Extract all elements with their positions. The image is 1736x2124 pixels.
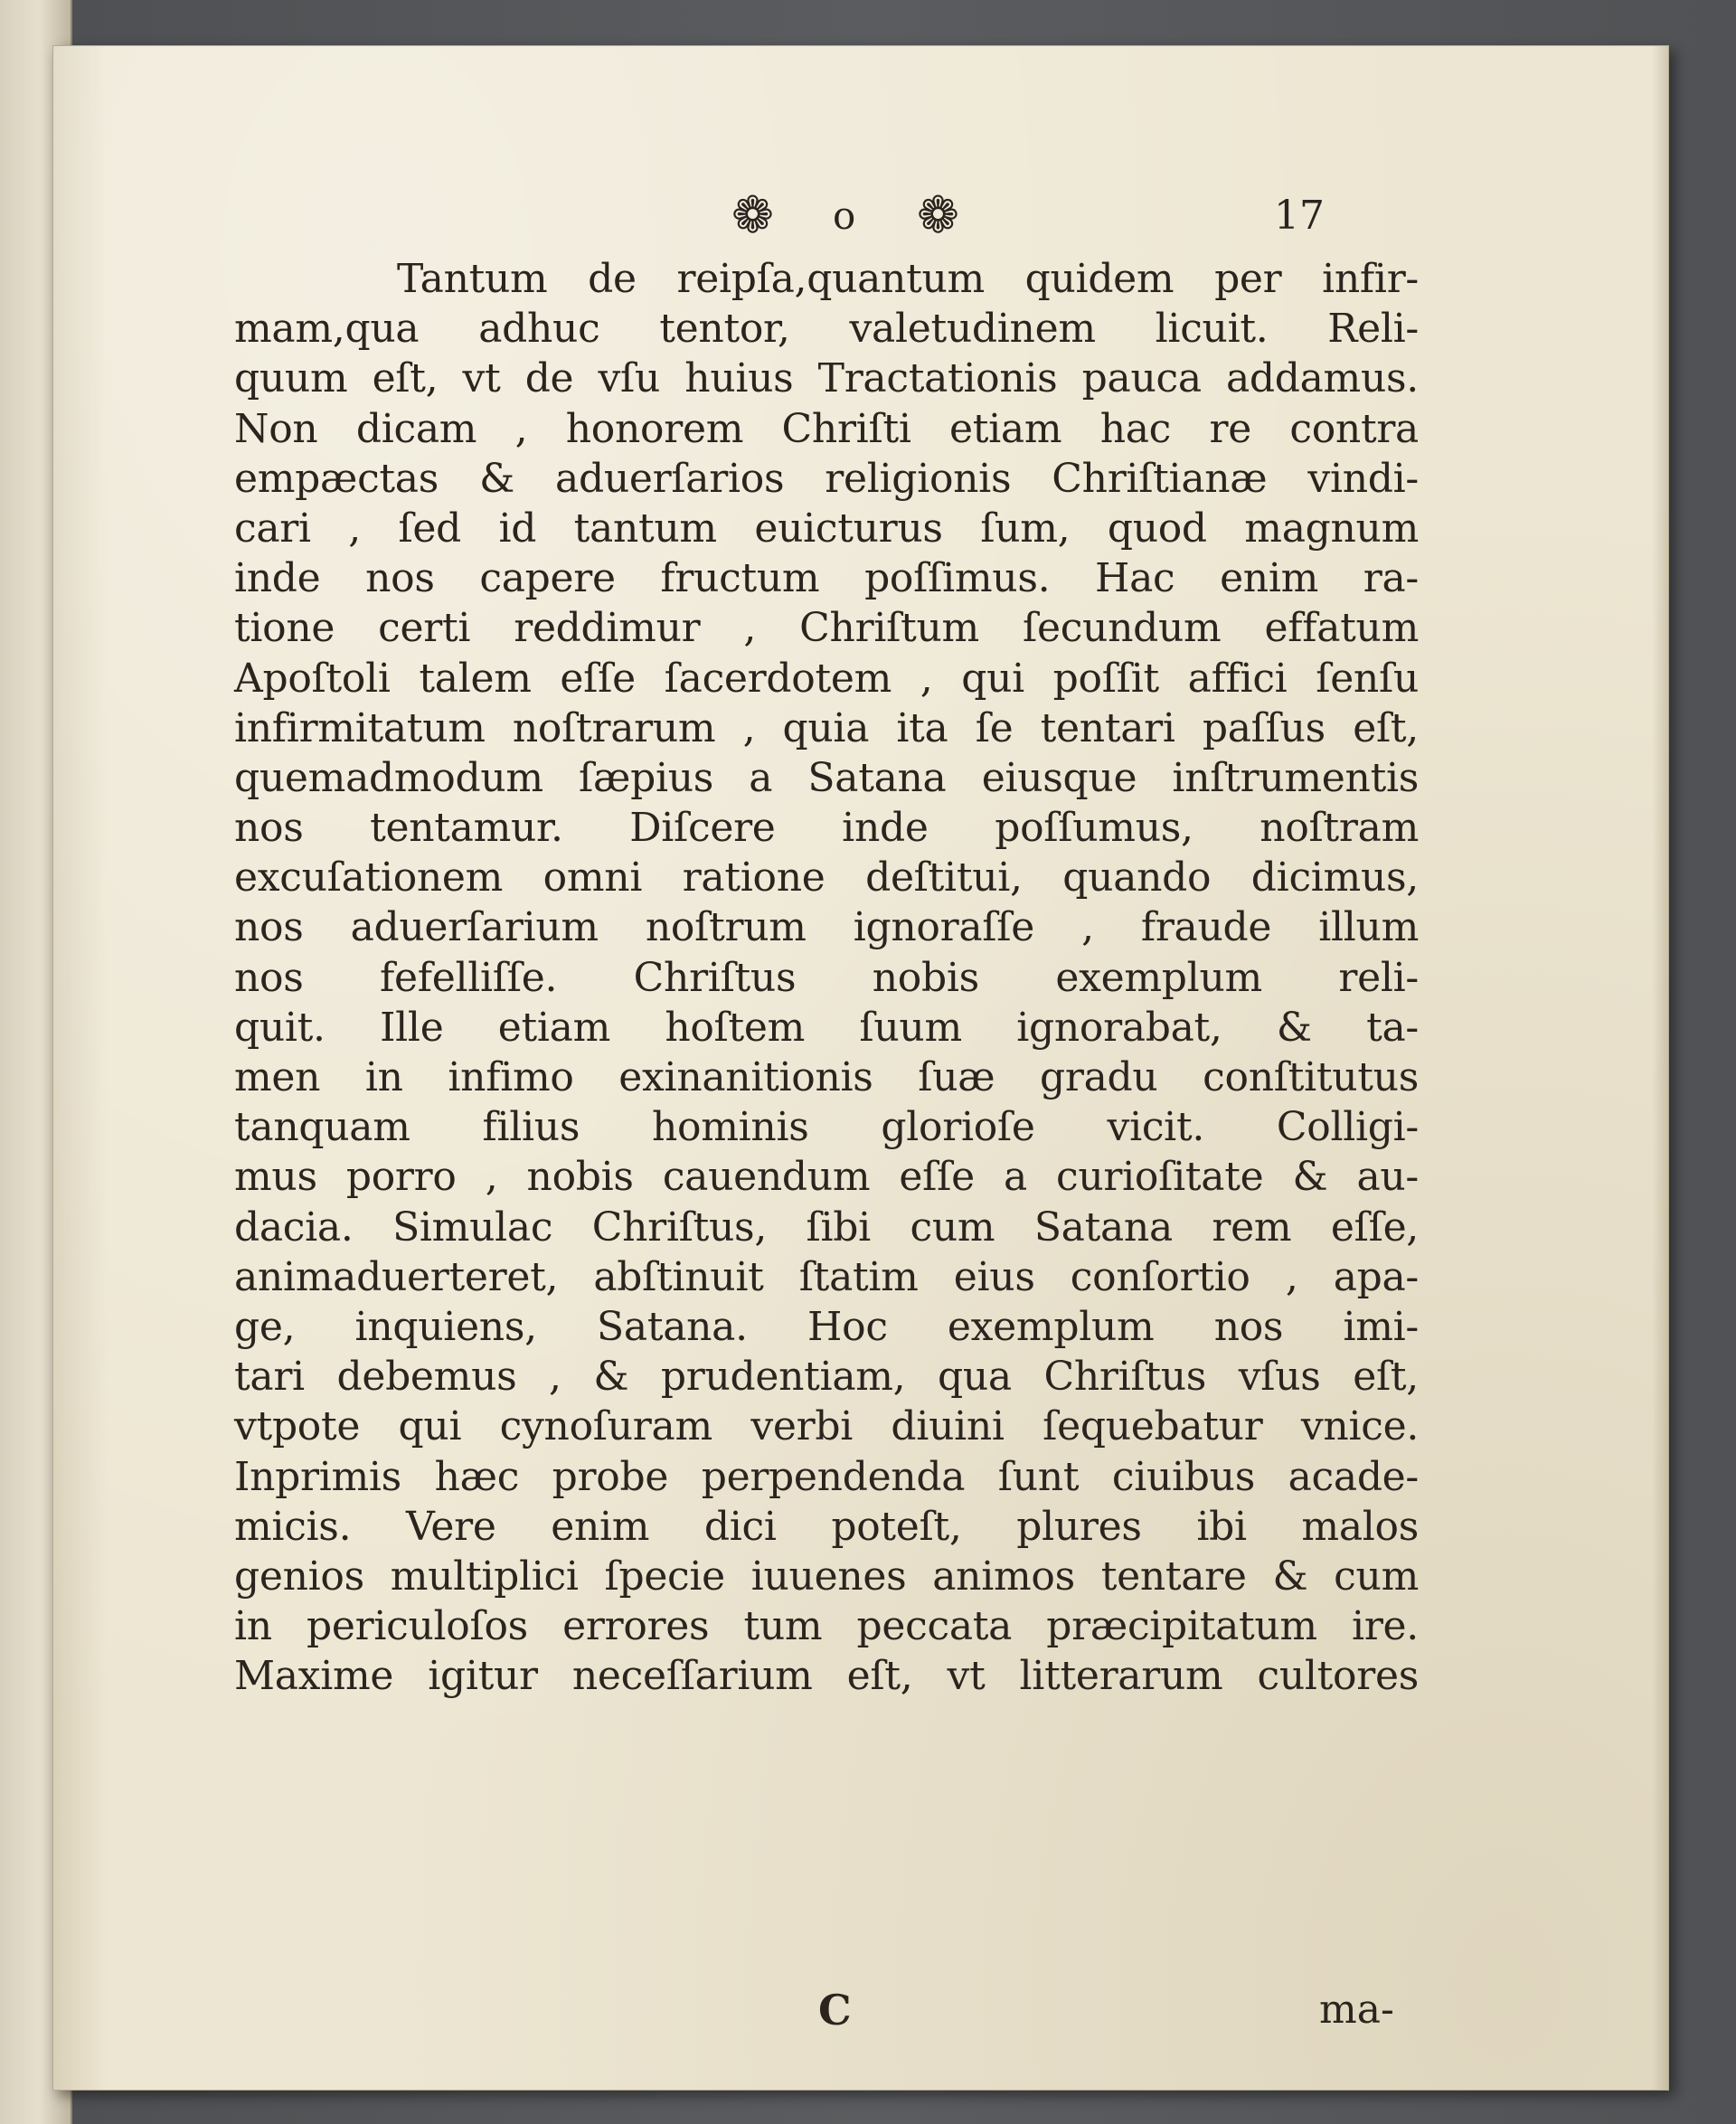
text-line: vtpote qui cynoſuram verbi diuini ſequebatur vnice.: [234, 1403, 1419, 1450]
text-line: dacia. Simulac Chriſtus, ſibi cum Satana rem eſſe,: [234, 1204, 1419, 1251]
running-header: [53, 180, 1668, 252]
page-number: 17: [1274, 193, 1325, 239]
page-edge-shadow: [1652, 46, 1668, 2090]
text-line: excuſationem omni ratione deſtitui, quando dicimus,: [234, 854, 1419, 902]
text-line: tari debemus , & prudentiam, qua Chriſtus vſus eſt,: [234, 1354, 1419, 1401]
header-center-mark: o: [833, 194, 856, 238]
flower-ornament-right-icon: ❁: [917, 186, 959, 245]
text-line: men in infimo exinanitionis ſuæ gradu conſtitutus: [234, 1054, 1419, 1100]
text-line: Tantum de reipſa,quantum quidem per infir-: [397, 256, 1419, 302]
text-line: mus porro , nobis cauendum eſſe a curioſitate & au-: [234, 1154, 1419, 1201]
text-line: ge, inquiens, Satana. Hoc exemplum nos imi-: [234, 1303, 1419, 1350]
text-line: genios multiplici ſpecie iuuenes animos tentare & cum: [234, 1553, 1419, 1600]
text-line: empæctas & aduerſarios religionis Chriſtianæ vindi-: [234, 455, 1419, 502]
text-line: Maxime igitur neceſſarium eſt, vt litterarum cultores: [234, 1653, 1419, 1700]
text-line: Inprimis hæc probe perpendenda ſunt ciuibus acade-: [234, 1453, 1419, 1500]
text-line: cari , ſed id tantum euicturus ſum, quod magnum: [234, 505, 1419, 552]
text-line: tanquam filius hominis glorioſe vicit. Colligi-: [234, 1104, 1419, 1151]
text-line: quemadmodum ſæpius a Satana eiusque inſtrumentis: [234, 754, 1419, 801]
text-line: tione certi reddimur , Chriſtum ſecundum effatum: [234, 605, 1419, 652]
text-line: infirmitatum noſtrarum , quia ita ſe tentari paſſus eſt,: [234, 704, 1419, 751]
body-text: [234, 254, 1419, 1701]
text-line: quum eſt, vt de vſu huius Tractationis pauca addamus.: [234, 355, 1419, 402]
text-line: nos fefelliſſe. Chriſtus nobis exemplum reli-: [234, 954, 1419, 1001]
text-line: nos aduerſarium noſtrum ignoraſſe , fraude illum: [234, 904, 1419, 951]
text-line: micis. Vere enim dici poteſt, plures ibi malos: [234, 1503, 1419, 1550]
text-line: inde nos capere fructum poſſimus. Hac enim ra-: [234, 555, 1419, 602]
catchword: ma-: [1319, 1987, 1394, 2033]
text-line: animaduerteret, abſtinuit ſtatim eius conſortio , apa-: [234, 1253, 1419, 1300]
book-page: [52, 45, 1669, 2091]
text-line: mam,qua adhuc tentor, valetudinem licuit. Reli-: [234, 306, 1419, 353]
flower-ornament-left-icon: ❁: [731, 186, 774, 245]
text-line: quit. Ille etiam hoſtem ſuum ignorabat, & ta-: [234, 1004, 1419, 1051]
text-line: in periculoſos errores tum peccata præcipitatum ire.: [234, 1603, 1419, 1650]
text-line: Non dicam , honorem Chriſti etiam hac re contra: [234, 405, 1419, 452]
text-line: Apoſtoli talem eſſe ſacerdotem , qui poſſit affici ſenſu: [234, 655, 1419, 702]
signature-mark: C: [818, 1986, 852, 2034]
text-line: nos tentamur. Diſcere inde poſſumus, noſtram: [234, 805, 1419, 852]
